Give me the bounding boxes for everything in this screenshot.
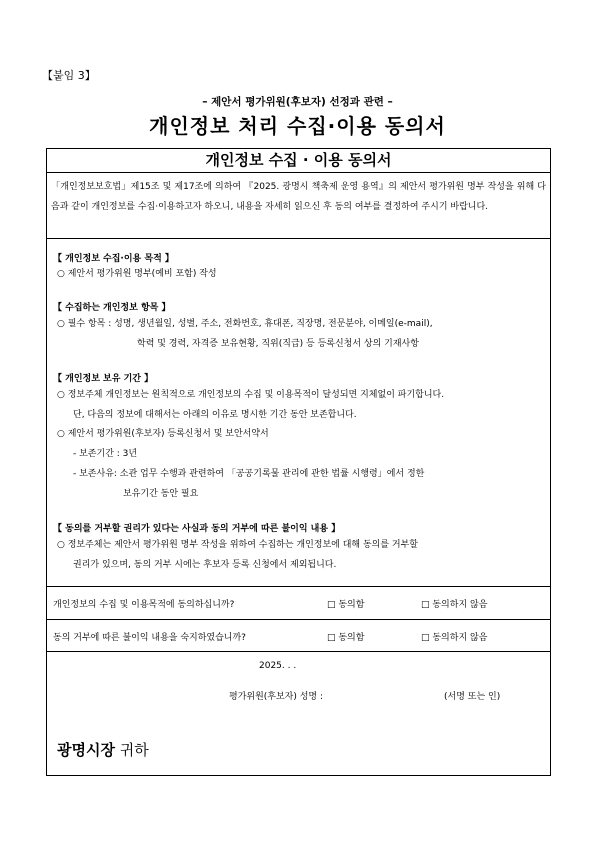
disagree-checkbox[interactable]: □ 동의하지 않음	[421, 600, 488, 610]
consent-question: 개인정보의 수집 및 이용목적에 동의하십니까?	[53, 600, 235, 610]
document-subtitle: – 제안서 평가위원(후보자) 선정과 관련 –	[202, 96, 393, 108]
divider	[47, 238, 550, 239]
addressee-suffix: 귀하	[119, 741, 149, 759]
items-line: ○ 필수 항목 : 성명, 생년월일, 성별, 주소, 전화번호, 휴대폰, 직장명, 전문분야, 이메일(e-mail),	[57, 319, 433, 329]
items-line: 학력 및 경력, 자격증 보유현황, 직위(직급) 등 등록신청서 상의 기재사항	[137, 339, 419, 349]
purpose-heading: 【 개인정보 수집·이용 목적 】	[53, 254, 174, 264]
date-field[interactable]: 2025. . .	[259, 661, 297, 671]
divider	[47, 586, 550, 587]
retention-line: 단, 다음의 정보에 대해서는 아래의 이유로 명시한 기간 동안 보존합니다.	[73, 410, 357, 420]
items-heading: 【 수집하는 개인정보 항목 】	[53, 303, 171, 313]
disagree-checkbox[interactable]: □ 동의하지 않음	[421, 633, 488, 643]
retention-line: 보유기간 동안 필요	[123, 489, 199, 499]
signature-field[interactable]: (서명 또는 인)	[444, 692, 501, 702]
attachment-label: 【붙임 3】	[42, 69, 96, 82]
document-title: 개인정보 처리 수집·이용 동의서	[149, 114, 446, 138]
retention-line: - 보존기간 : 3년	[73, 449, 138, 459]
signer-label: 평가위원(후보자) 성명 :	[229, 692, 324, 702]
refusal-line: ○ 정보주체는 제안서 평가위원 명부 작성을 위하여 수집하는 개인정보에 대해 동의를 거부할	[57, 540, 419, 550]
form-title: 개인정보 수집 · 이용 동의서	[47, 149, 550, 173]
agree-checkbox[interactable]: □ 동의함	[327, 633, 365, 643]
intro-text: 「개인정보보호법」제15조 및 제17조에 의하여 『2025. 광명시 책축제 운영 용역』의 제안서 평가위원 명부 작성을 위해 다음과 같이 개인정보를 수집·이용하고자 하오니, 내용을 자세히 읽으신 후 동의 여부를 결정하여 주시기 바랍니다.	[51, 182, 546, 212]
retention-line: - 보존사유: 소관 업무 수행과 관련하여 「공공기록물 관리에 관한 법률 시행령」에서 정한	[73, 469, 425, 479]
consent-form	[46, 148, 551, 776]
divider	[47, 619, 550, 620]
addressee	[57, 739, 149, 760]
agree-checkbox[interactable]: □ 동의함	[327, 600, 365, 610]
retention-line: ○ 정보주체 개인정보는 원칙적으로 개인정보의 수집 및 이용목적이 달성되면 지체없이 파기합니다.	[57, 390, 445, 400]
consent-question: 동의 거부에 따른 불이익 내용을 숙지하였습니까?	[53, 633, 246, 643]
refusal-heading: 【 동의를 거부할 권리가 있다는 사실과 동의 거부에 따른 불이익 내용 】	[53, 524, 341, 534]
refusal-line: 권리가 있으며, 동의 거부 시에는 후보자 등록 신청에서 제외됩니다.	[73, 560, 337, 570]
divider	[47, 651, 550, 652]
purpose-item: ○ 제안서 평가위원 명부(예비 포함) 작성	[57, 269, 217, 279]
addressee-name: 광명시장	[57, 741, 115, 759]
retention-heading: 【 개인정보 보유 기간 】	[53, 374, 154, 384]
retention-line: ○ 제안서 평가위원(후보자) 등록신청서 및 보안서약서	[57, 429, 269, 439]
